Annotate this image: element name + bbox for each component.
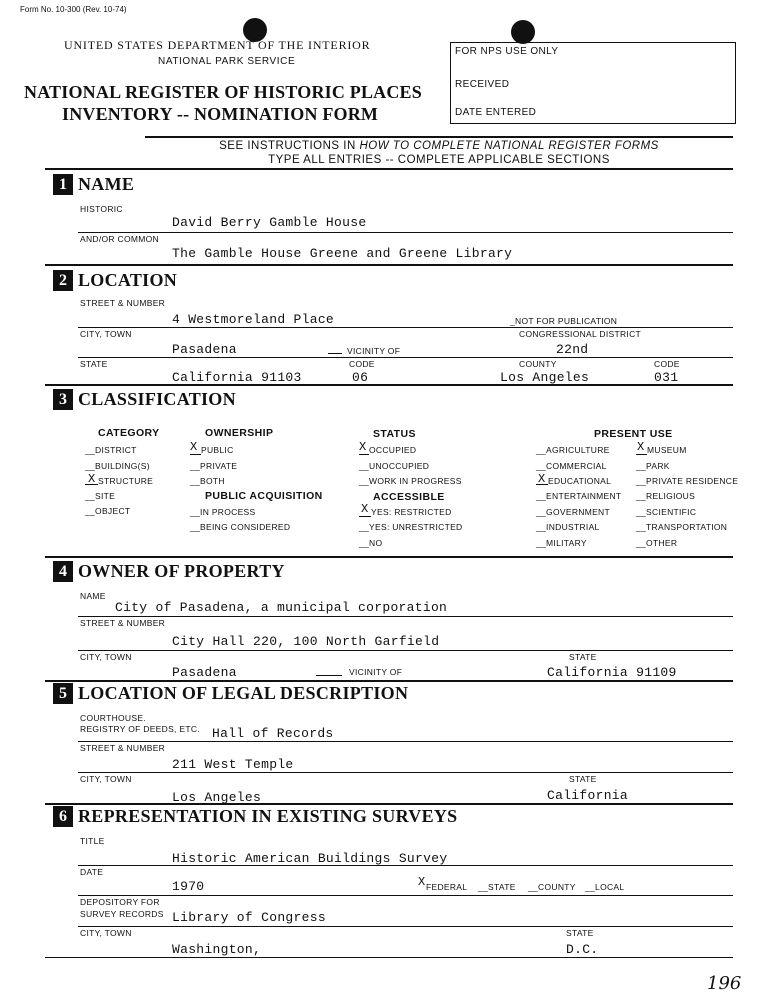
nps-date-entered-label: DATE ENTERED <box>455 107 537 118</box>
instructions-italic: HOW TO COMPLETE NATIONAL REGISTER FORMS <box>359 140 659 152</box>
owner-street-label: STREET & NUMBER <box>80 618 166 628</box>
owner-state-label: STATE <box>569 652 597 662</box>
accessible-yes-unrestricted: __YES: UNRESTRICTED <box>359 522 463 532</box>
survey-title-value: Historic American Buildings Survey <box>172 851 448 866</box>
status-heading: STATUS <box>373 428 416 440</box>
owner-state-value: California 91109 <box>547 665 677 680</box>
use-military: __MILITARY <box>536 538 587 548</box>
legal-street-label: STREET & NUMBER <box>80 743 166 753</box>
category-structure: STRUCTURE <box>98 476 154 486</box>
not-for-publication: _NOT FOR PUBLICATION <box>510 316 618 326</box>
owner-city-value: Pasadena <box>172 665 237 680</box>
state-code-label: CODE <box>349 359 375 369</box>
historic-label: HISTORIC <box>80 204 123 214</box>
use-educational-mark: X <box>538 472 546 486</box>
section-5-number: 5 <box>53 683 73 704</box>
vicinity-label: VICINITY OF <box>347 346 401 356</box>
legal-state-value: California <box>547 788 629 803</box>
category-buildings: __BUILDING(S) <box>85 461 150 471</box>
ownership-public: PUBLIC <box>201 445 234 455</box>
district-value: 22nd <box>556 342 589 357</box>
use-government: __GOVERNMENT <box>536 507 610 517</box>
county-code-label: CODE <box>654 359 680 369</box>
use-agriculture: __AGRICULTURE <box>536 445 610 455</box>
owner-name-label: NAME <box>80 591 106 601</box>
depository-value: Library of Congress <box>172 910 326 925</box>
county-label: COUNTY <box>519 359 557 369</box>
state-label: STATE <box>80 359 108 369</box>
service-name: NATIONAL PARK SERVICE <box>158 56 296 67</box>
punch-hole-right <box>511 20 535 44</box>
category-object: __OBJECT <box>85 506 131 516</box>
use-scientific: __SCIENTIFIC <box>636 507 697 517</box>
city-value: Pasadena <box>172 342 237 357</box>
instructions-prefix: SEE INSTRUCTIONS IN <box>219 140 360 152</box>
city-label: CITY, TOWN <box>80 329 132 339</box>
accessible-restricted-mark: X <box>361 502 369 516</box>
use-commercial: __COMMERCIAL <box>536 461 607 471</box>
state-code-value: 06 <box>352 370 369 385</box>
ownership-private: __PRIVATE <box>190 461 238 471</box>
agency-name: UNITED STATES DEPARTMENT OF THE INTERIOR <box>64 38 371 52</box>
survey-county: __COUNTY <box>528 882 576 892</box>
survey-federal: FEDERAL <box>426 882 468 892</box>
nps-received-label: RECEIVED <box>455 79 510 90</box>
acquisition-in-process: __IN PROCESS <box>190 507 256 517</box>
historic-name: David Berry Gamble House <box>172 215 367 230</box>
status-occupied-mark: X <box>359 440 367 454</box>
ownership-heading: OWNERSHIP <box>205 427 274 439</box>
survey-state: __STATE <box>478 882 516 892</box>
survey-state-value: D.C. <box>566 942 599 957</box>
owner-city-label: CITY, TOWN <box>80 652 132 662</box>
form-title-line1: NATIONAL REGISTER OF HISTORIC PLACES <box>24 82 422 102</box>
section-2-title: LOCATION <box>78 270 178 290</box>
category-heading: CATEGORY <box>98 427 160 439</box>
category-structure-mark: X <box>88 472 96 486</box>
survey-city-value: Washington, <box>172 942 262 957</box>
public-acquisition-heading: PUBLIC ACQUISITION <box>205 490 323 502</box>
section-3-title: CLASSIFICATION <box>78 389 236 409</box>
legal-city-value: Los Angeles <box>172 790 262 805</box>
category-district: __DISTRICT <box>85 445 137 455</box>
legal-street-value: 211 West Temple <box>172 757 294 772</box>
survey-state-label: STATE <box>566 928 594 938</box>
present-use-heading: PRESENT USE <box>594 428 673 440</box>
section-6-title: REPRESENTATION IN EXISTING SURVEYS <box>78 806 458 826</box>
county-code-value: 031 <box>654 370 679 385</box>
legal-city-label: CITY, TOWN <box>80 774 132 784</box>
use-religious: __RELIGIOUS <box>636 491 696 501</box>
instructions-line1 <box>145 140 733 152</box>
acquisition-being-considered: __BEING CONSIDERED <box>190 522 291 532</box>
section-3-number: 3 <box>53 389 73 410</box>
nps-use-box <box>450 42 736 124</box>
common-label: AND/OR COMMON <box>80 234 159 244</box>
section-1-title: NAME <box>78 174 135 194</box>
section-1-number: 1 <box>53 174 73 195</box>
use-other: __OTHER <box>636 538 678 548</box>
registry-value: Hall of Records <box>212 726 334 741</box>
survey-date-value: 1970 <box>172 879 205 894</box>
common-name: The Gamble House Greene and Greene Library <box>172 246 513 261</box>
registry-label: REGISTRY OF DEEDS, ETC. <box>80 724 200 734</box>
use-park: __PARK <box>636 461 670 471</box>
ownership-both: __BOTH <box>190 476 225 486</box>
owner-name-value: City of Pasadena, a municipal corporation <box>115 600 448 615</box>
instructions-line2: TYPE ALL ENTRIES -- COMPLETE APPLICABLE SECTIONS <box>268 154 610 166</box>
section-4-number: 4 <box>53 561 73 582</box>
page-number: 196 <box>707 973 742 994</box>
legal-state-label: STATE <box>569 774 597 784</box>
survey-local: __LOCAL <box>585 882 625 892</box>
state-value: California 91103 <box>172 370 302 385</box>
status-work-in-progress: __WORK IN PROGRESS <box>359 476 462 486</box>
owner-vicinity-label: VICINITY OF <box>349 667 403 677</box>
accessible-yes-restricted: YES: RESTRICTED <box>371 507 452 517</box>
use-transportation: __TRANSPORTATION <box>636 522 728 532</box>
depository-label-2: SURVEY RECORDS <box>80 909 164 919</box>
survey-title-label: TITLE <box>80 836 105 846</box>
federal-mark: X <box>418 875 426 889</box>
section-2-number: 2 <box>53 270 73 291</box>
owner-street-value: City Hall 220, 100 North Garfield <box>172 634 440 649</box>
status-occupied: OCCUPIED <box>369 445 417 455</box>
depository-label-1: DEPOSITORY FOR <box>80 897 160 907</box>
form-title-line2: INVENTORY -- NOMINATION FORM <box>62 104 379 124</box>
use-industrial: __INDUSTRIAL <box>536 522 600 532</box>
survey-city-label: CITY, TOWN <box>80 928 132 938</box>
accessible-no: __NO <box>359 538 383 548</box>
ownership-public-mark: X <box>190 440 198 454</box>
street-value: 4 Westmoreland Place <box>172 312 335 327</box>
section-5-title: LOCATION OF LEGAL DESCRIPTION <box>78 683 409 703</box>
nps-box-header: FOR NPS USE ONLY <box>455 46 559 57</box>
use-private-residence: __PRIVATE RESIDENCE <box>636 476 739 486</box>
courthouse-label: COURTHOUSE. <box>80 713 146 723</box>
use-museum: MUSEUM <box>647 445 687 455</box>
congressional-district-label: CONGRESSIONAL DISTRICT <box>519 329 641 339</box>
form-number: Form No. 10-300 (Rev. 10-74) <box>20 5 127 14</box>
use-museum-mark: X <box>637 440 645 454</box>
street-label: STREET & NUMBER <box>80 298 166 308</box>
status-unoccupied: __UNOCCUPIED <box>359 461 430 471</box>
accessible-heading: ACCESSIBLE <box>373 491 445 503</box>
section-6-number: 6 <box>53 806 73 827</box>
section-4-title: OWNER OF PROPERTY <box>78 561 285 581</box>
category-site: __SITE <box>85 491 116 501</box>
survey-date-label: DATE <box>80 867 104 877</box>
use-entertainment: __ENTERTAINMENT <box>536 491 622 501</box>
county-value: Los Angeles <box>500 370 590 385</box>
use-educational: EDUCATIONAL <box>548 476 612 486</box>
